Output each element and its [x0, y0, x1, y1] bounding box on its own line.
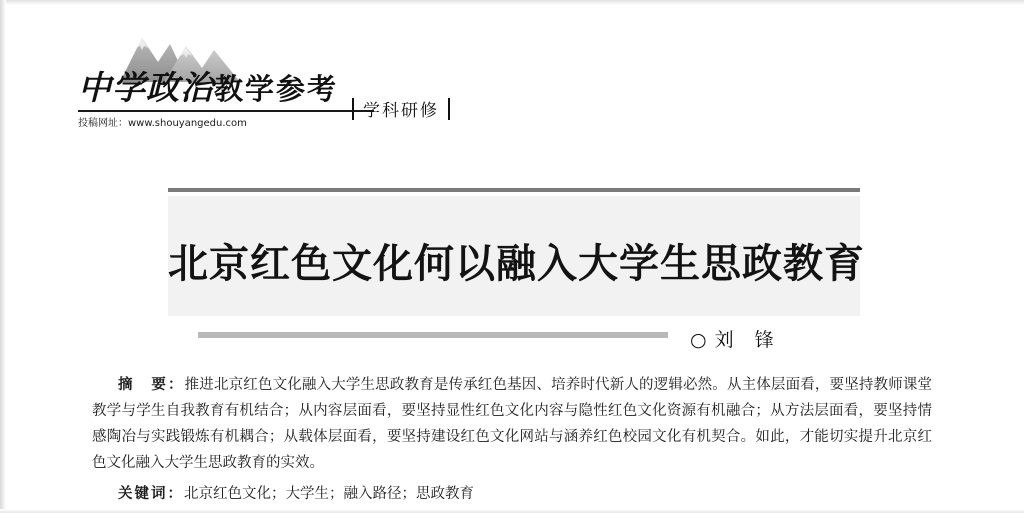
journal-title-part1: 中学政治	[78, 68, 214, 107]
submission-url: 投稿网址：www.shouyangedu.com	[78, 118, 247, 129]
label-bar-left-icon	[352, 98, 354, 120]
journal-title-part2: 教学参考	[214, 72, 339, 106]
title-rule-top	[168, 188, 860, 192]
journal-title	[78, 62, 378, 109]
label-bar-right-icon	[448, 98, 450, 120]
section-column-text: 学科研修	[363, 101, 439, 121]
page-edge-shadow-top	[0, 0, 1024, 5]
abstract-label: 摘 要：	[118, 377, 185, 393]
page-title: 北京红色文化何以融入大学生思政教育	[168, 241, 865, 287]
page-edge-shadow-left	[0, 0, 6, 513]
keywords-block	[92, 482, 932, 506]
abstract-block	[92, 372, 932, 476]
author-rule	[198, 332, 668, 338]
keywords-text: 北京红色文化；大学生；融入路径；思政教育	[184, 486, 474, 502]
abstract-text: 推进北京红色文化融入大学生思政教育是传承红色基因、培养时代新人的逻辑必然。从主体层面看，要坚持教师课堂教学与学生自我教育有机结合；从内容层面看，要坚持显性红色文化内容与隐性红色文化资源有机融合；从方法层面看，要坚持情感陶冶与实践锻炼有机耦合；从载体层面看，要坚持建设红色文化网站与涵养红色校园文化有机契合。如此，才能切实提升北京红色文化融入大学生思政教育的实效。	[92, 377, 933, 471]
keywords-label: 关键词：	[118, 486, 184, 502]
masthead-divider	[78, 110, 374, 112]
page-edge-shadow-bottom	[0, 509, 1024, 513]
author-byline: ○ 刘 锋	[690, 329, 775, 351]
section-column-label	[352, 96, 450, 121]
